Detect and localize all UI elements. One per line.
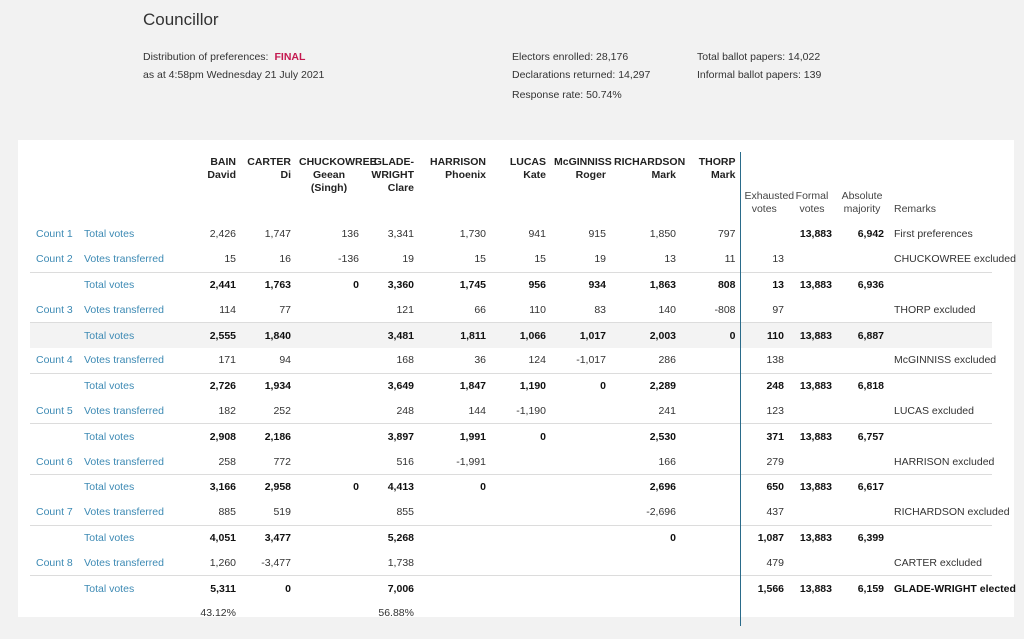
candidate-votes-cell <box>418 601 490 626</box>
exhausted-votes-cell: 279 <box>740 449 788 474</box>
candidate-votes-cell: -3,477 <box>261 556 291 569</box>
candidate-votes-cell: 15 <box>474 253 486 266</box>
absolute-majority-cell: 6,936 <box>836 272 888 297</box>
absolute-majority-cell <box>836 550 888 575</box>
formal-votes-cell: 13,883 <box>788 474 836 499</box>
remark-cell: LUCAS excluded <box>894 404 974 417</box>
candidate-votes-cell: 941 <box>528 228 546 241</box>
candidate-votes-cell <box>550 449 610 474</box>
table-row <box>30 601 992 626</box>
table-row <box>30 399 992 424</box>
row-type-link[interactable]: Total votes <box>80 323 190 348</box>
candidate-votes-cell: 3,360 <box>363 272 418 297</box>
candidate-votes-cell: 0 <box>295 272 363 297</box>
candidate-votes-cell: 0 <box>680 323 740 348</box>
candidate-votes-cell: 286 <box>658 354 676 367</box>
row-type-link <box>80 601 190 626</box>
final-badge: FINAL <box>274 51 306 63</box>
total-ballot-papers: Total ballot papers: 14,022 <box>697 51 821 63</box>
exhausted-votes-cell: 437 <box>740 500 788 525</box>
row-type-link[interactable]: Votes transferred <box>84 455 164 468</box>
candidate-votes-cell <box>680 399 740 424</box>
candidate-votes-cell: 15 <box>534 253 546 266</box>
exhausted-votes-cell: 97 <box>740 297 788 322</box>
candidate-votes-cell <box>680 348 740 373</box>
row-type-link[interactable]: Votes transferred <box>84 556 164 569</box>
candidate-votes-cell: 114 <box>219 303 236 316</box>
candidate-votes-cell <box>550 399 610 424</box>
candidate-votes-cell <box>418 550 490 575</box>
candidate-votes-cell: 3,481 <box>363 323 418 348</box>
absolute-majority-cell <box>836 449 888 474</box>
absolute-majority-header: Absolute majority <box>841 190 883 215</box>
candidate-votes-cell <box>490 500 550 525</box>
formal-votes-cell: 13,883 <box>788 525 836 550</box>
candidate-votes-cell: 15 <box>224 253 236 266</box>
candidate-votes-cell: 19 <box>402 253 414 266</box>
remark-cell <box>888 373 992 398</box>
table-row <box>30 500 992 525</box>
candidate-votes-cell: 808 <box>680 272 740 297</box>
candidate-votes-cell: 0 <box>418 474 490 499</box>
candidate-votes-cell: 1,738 <box>387 556 414 569</box>
absolute-majority-cell: 6,159 <box>836 576 888 601</box>
table-row <box>30 348 992 373</box>
distribution-table-body <box>30 222 1016 626</box>
candidate-votes-cell: 166 <box>658 455 676 468</box>
candidate-votes-cell: 772 <box>273 455 291 468</box>
candidate-votes-cell: 5,268 <box>363 525 418 550</box>
as-at-timestamp: as at 4:58pm Wednesday 21 July 2021 <box>143 69 325 81</box>
candidate-votes-cell <box>490 576 550 601</box>
table-row <box>30 297 992 322</box>
electors-enrolled: Electors enrolled: 28,176 <box>512 51 629 63</box>
candidate-votes-cell: 2,426 <box>209 228 236 241</box>
remark-cell <box>888 272 992 297</box>
candidate-votes-cell: 258 <box>218 455 236 468</box>
candidate-votes-cell: 0 <box>240 576 295 601</box>
candidate-votes-cell <box>295 399 363 424</box>
candidate-votes-cell: 1,847 <box>418 373 490 398</box>
candidate-votes-cell: 1,934 <box>240 373 295 398</box>
candidate-votes-cell <box>680 474 740 499</box>
formal-votes-cell <box>788 550 836 575</box>
candidate-votes-cell: 3,897 <box>363 424 418 449</box>
candidate-votes-cell: 2,958 <box>240 474 295 499</box>
candidate-votes-cell: 110 <box>529 303 546 316</box>
candidate-votes-cell: -136 <box>337 253 359 266</box>
candidate-votes-cell: -2,696 <box>646 506 676 519</box>
candidate-votes-cell: 0 <box>550 373 610 398</box>
absolute-majority-cell: 6,887 <box>836 323 888 348</box>
candidate-votes-cell: 56.88% <box>378 607 414 620</box>
remark-cell <box>888 525 992 550</box>
candidate-votes-cell: 1,811 <box>418 323 490 348</box>
formal-votes-cell: 13,883 <box>788 272 836 297</box>
candidate-votes-cell: 140 <box>658 303 676 316</box>
row-type-link[interactable]: Votes transferred <box>84 506 164 519</box>
count-link[interactable]: Count 3 <box>36 303 73 316</box>
candidate-header-thorp[interactable]: THORP Mark <box>698 156 736 181</box>
candidate-votes-cell: 0 <box>295 474 363 499</box>
candidate-votes-cell: 16 <box>279 253 291 266</box>
candidate-header-richardson[interactable]: RICHARDSON Mark <box>614 156 686 181</box>
table-row <box>30 323 992 348</box>
exhausted-votes-cell: 138 <box>740 348 788 373</box>
exhausted-votes-cell: 650 <box>740 474 788 499</box>
candidate-votes-cell <box>295 348 363 373</box>
candidate-votes-cell <box>550 601 610 626</box>
count-link[interactable]: Count 4 <box>36 354 73 367</box>
candidate-votes-cell: 2,441 <box>190 272 240 297</box>
candidate-header-lucas[interactable]: LUCAS Kate <box>509 156 546 181</box>
formal-votes-cell <box>788 297 836 322</box>
remark-cell: First preferences <box>894 228 973 241</box>
count-link[interactable]: Count 6 <box>36 455 73 468</box>
candidate-votes-cell: 168 <box>396 354 414 367</box>
count-link[interactable]: Count 2 <box>36 253 73 266</box>
candidate-votes-cell: 136 <box>341 228 359 241</box>
candidate-votes-cell <box>680 576 740 601</box>
candidate-votes-cell: 2,003 <box>610 323 680 348</box>
candidate-votes-cell <box>418 525 490 550</box>
formal-votes-cell: 13,883 <box>788 424 836 449</box>
exhausted-votes-cell: 13 <box>740 272 788 297</box>
table-row <box>30 576 992 601</box>
candidate-votes-cell <box>295 550 363 575</box>
formal-votes-cell: 13,883 <box>788 576 836 601</box>
count-link <box>30 601 80 626</box>
candidate-votes-cell <box>680 449 740 474</box>
candidate-votes-cell: 2,289 <box>610 373 680 398</box>
candidate-votes-cell: 1,730 <box>459 228 486 241</box>
row-type-link[interactable]: Total votes <box>84 228 135 241</box>
candidate-votes-cell <box>680 525 740 550</box>
formal-votes-header: Formal votes <box>795 190 829 215</box>
candidate-votes-cell: 1,190 <box>490 373 550 398</box>
remark-cell <box>888 424 992 449</box>
formal-votes-cell <box>788 247 836 272</box>
candidate-votes-cell: 956 <box>490 272 550 297</box>
candidate-votes-cell <box>295 576 363 601</box>
candidate-votes-cell: 3,649 <box>363 373 418 398</box>
remark-cell: GLADE-WRIGHT elected <box>888 576 992 601</box>
candidate-votes-cell: 1,745 <box>418 272 490 297</box>
absolute-majority-cell: 6,617 <box>836 474 888 499</box>
row-type-link[interactable]: Votes transferred <box>84 404 164 417</box>
candidate-votes-cell: 171 <box>218 354 236 367</box>
exhausted-votes-cell: 479 <box>740 550 788 575</box>
remark-cell <box>888 474 992 499</box>
row-type-link[interactable]: Votes transferred <box>84 354 164 367</box>
candidate-votes-cell <box>240 601 295 626</box>
remarks-header: Remarks <box>894 203 937 215</box>
exhausted-votes-cell: 13 <box>740 247 788 272</box>
table-row <box>30 373 992 398</box>
row-type-link[interactable]: Total votes <box>80 525 190 550</box>
candidate-votes-cell <box>680 373 740 398</box>
exhausted-votes-cell: 123 <box>740 399 788 424</box>
table-row <box>30 550 992 575</box>
row-type-link[interactable]: Total votes <box>80 474 190 499</box>
row-type-link[interactable]: Total votes <box>80 272 190 297</box>
exhausted-votes-cell: 1,566 <box>740 576 788 601</box>
type-header <box>80 152 190 222</box>
count-link <box>30 525 80 550</box>
response-rate: Response rate: 50.74% <box>512 89 622 101</box>
remark-cell <box>888 323 992 348</box>
declarations-returned: Declarations returned: 14,297 <box>512 69 651 81</box>
remark-cell: THORP excluded <box>894 303 976 316</box>
formal-votes-cell: 13,883 <box>788 323 836 348</box>
row-type-link[interactable]: Total votes <box>80 424 190 449</box>
formal-votes-cell <box>788 500 836 525</box>
candidate-votes-cell: 1,850 <box>649 228 676 241</box>
candidate-votes-cell: 2,908 <box>190 424 240 449</box>
distribution-label: Distribution of preferences: <box>143 51 269 63</box>
exhausted-votes-cell: 110 <box>740 323 788 348</box>
candidate-votes-cell <box>550 500 610 525</box>
candidate-votes-cell: -1,991 <box>456 455 486 468</box>
count-link[interactable]: Count 8 <box>36 556 73 569</box>
table-row <box>30 525 992 550</box>
distribution-table <box>30 152 1016 626</box>
remark-cell <box>888 601 992 626</box>
candidate-votes-cell <box>550 474 610 499</box>
candidate-votes-cell: 5,311 <box>190 576 240 601</box>
candidate-votes-cell: 83 <box>594 303 606 316</box>
candidate-votes-cell: 77 <box>279 303 291 316</box>
table-row <box>30 449 992 474</box>
candidate-votes-cell: 885 <box>218 506 236 519</box>
formal-votes-cell: 13,883 <box>799 228 832 241</box>
candidate-votes-cell <box>680 601 740 626</box>
candidate-votes-cell <box>295 297 363 322</box>
exhausted-votes-cell: 1,087 <box>740 525 788 550</box>
candidate-votes-cell: 66 <box>474 303 486 316</box>
table-row <box>30 222 992 247</box>
candidate-votes-cell <box>490 525 550 550</box>
candidate-votes-cell: 519 <box>273 506 291 519</box>
candidate-votes-cell: 2,530 <box>610 424 680 449</box>
candidate-votes-cell <box>490 601 550 626</box>
candidate-votes-cell: 1,991 <box>418 424 490 449</box>
candidate-votes-cell: 915 <box>588 228 606 241</box>
candidate-votes-cell: 1,017 <box>550 323 610 348</box>
candidate-votes-cell: 516 <box>396 455 414 468</box>
candidate-header-carter[interactable]: CARTER Di <box>247 156 291 181</box>
absolute-majority-cell <box>836 500 888 525</box>
candidate-votes-cell: 4,051 <box>190 525 240 550</box>
formal-votes-cell <box>788 399 836 424</box>
candidate-votes-cell: 241 <box>658 404 676 417</box>
absolute-majority-cell <box>836 399 888 424</box>
candidate-votes-cell: 797 <box>717 228 736 241</box>
candidate-votes-cell: 2,696 <box>610 474 680 499</box>
candidate-votes-cell: 43.12% <box>200 607 236 620</box>
candidate-votes-cell <box>490 474 550 499</box>
candidate-votes-cell <box>550 424 610 449</box>
informal-ballot-papers: Informal ballot papers: 139 <box>697 69 822 81</box>
absolute-majority-cell: 6,942 <box>857 228 884 241</box>
formal-votes-cell <box>788 601 836 626</box>
candidate-votes-cell <box>550 550 610 575</box>
candidate-votes-cell: 121 <box>396 303 414 316</box>
count-link <box>30 323 80 348</box>
row-type-link[interactable]: Votes transferred <box>84 303 164 316</box>
remark-cell: CHUCKOWREE excluded <box>894 253 1016 266</box>
count-link <box>30 576 80 601</box>
candidate-votes-cell <box>490 449 550 474</box>
count-link[interactable]: Count 1 <box>36 228 73 241</box>
candidate-votes-cell: 1,066 <box>490 323 550 348</box>
candidate-votes-cell: 0 <box>610 525 680 550</box>
candidate-votes-cell <box>418 576 490 601</box>
remark-cell: McGINNISS excluded <box>894 354 997 367</box>
count-link[interactable]: Count 7 <box>36 506 73 519</box>
table-row <box>30 424 992 449</box>
candidate-votes-cell: 11 <box>724 253 736 266</box>
candidate-votes-cell: 934 <box>550 272 610 297</box>
table-header-row <box>30 152 992 222</box>
candidate-votes-cell <box>680 424 740 449</box>
candidate-votes-cell: 7,006 <box>363 576 418 601</box>
candidate-header-bain[interactable]: BAIN David <box>207 156 236 181</box>
candidate-votes-cell <box>295 323 363 348</box>
candidate-votes-cell <box>295 601 363 626</box>
candidate-votes-cell <box>295 424 363 449</box>
candidate-votes-cell <box>295 449 363 474</box>
candidate-votes-cell: 3,341 <box>387 228 414 241</box>
candidate-header-harrison[interactable]: HARRISON Phoenix <box>429 156 486 181</box>
formal-votes-cell: 13,883 <box>788 373 836 398</box>
count-link <box>30 424 80 449</box>
candidate-votes-cell: 182 <box>218 404 236 417</box>
page-title: Councillor <box>143 10 219 29</box>
candidate-votes-cell: 124 <box>528 354 546 367</box>
candidate-header-chuckowree[interactable]: CHUCKOWREE Geean (Singh) <box>299 156 377 194</box>
row-type-link[interactable]: Total votes <box>80 373 190 398</box>
candidate-votes-cell <box>550 576 610 601</box>
absolute-majority-cell: 6,818 <box>836 373 888 398</box>
results-header <box>0 0 1024 140</box>
candidate-votes-cell: 0 <box>490 424 550 449</box>
distribution-panel <box>18 140 1016 620</box>
row-type-link[interactable]: Total votes <box>80 576 190 601</box>
remark-cell: CARTER excluded <box>894 556 982 569</box>
candidate-votes-cell <box>295 500 363 525</box>
table-row <box>30 272 992 297</box>
candidate-votes-cell <box>418 500 490 525</box>
count-link <box>30 474 80 499</box>
count-link[interactable]: Count 5 <box>36 404 73 417</box>
candidate-votes-cell: 252 <box>273 404 291 417</box>
candidate-votes-cell: 1,747 <box>264 228 291 241</box>
candidate-votes-cell: 1,763 <box>240 272 295 297</box>
candidate-votes-cell: -1,190 <box>516 404 546 417</box>
candidate-votes-cell: 94 <box>279 354 291 367</box>
formal-votes-cell <box>788 348 836 373</box>
candidate-votes-cell: -1,017 <box>576 354 606 367</box>
table-row <box>30 247 992 272</box>
candidate-votes-cell <box>295 525 363 550</box>
candidate-votes-cell: 13 <box>664 253 676 266</box>
candidate-votes-cell: 1,863 <box>610 272 680 297</box>
exhausted-votes-cell: 248 <box>740 373 788 398</box>
candidate-votes-cell <box>295 373 363 398</box>
table-row <box>30 474 992 499</box>
candidate-header-glade-wright[interactable]: GLADE- WRIGHT Clare <box>371 156 414 194</box>
exhausted-votes-cell <box>740 601 788 626</box>
absolute-majority-cell <box>836 348 888 373</box>
candidate-votes-cell: 3,166 <box>190 474 240 499</box>
count-header <box>30 152 80 222</box>
candidate-votes-cell: 3,477 <box>240 525 295 550</box>
candidate-header-mcginniss[interactable]: McGINNISS Roger <box>554 156 612 181</box>
candidate-votes-cell: 1,840 <box>240 323 295 348</box>
candidate-votes-cell: 2,555 <box>190 323 240 348</box>
candidate-votes-cell <box>610 550 680 575</box>
absolute-majority-cell <box>836 247 888 272</box>
exhausted-votes-cell: 371 <box>740 424 788 449</box>
absolute-majority-cell <box>836 601 888 626</box>
candidate-votes-cell: 1,260 <box>209 556 236 569</box>
candidate-votes-cell <box>610 576 680 601</box>
distribution-status <box>143 51 305 63</box>
candidate-votes-cell: 2,726 <box>190 373 240 398</box>
absolute-majority-cell: 6,399 <box>836 525 888 550</box>
candidate-votes-cell: 2,186 <box>240 424 295 449</box>
candidate-votes-cell: 248 <box>396 404 414 417</box>
remark-cell: RICHARDSON excluded <box>894 506 1010 519</box>
row-type-link[interactable]: Votes transferred <box>84 253 164 266</box>
candidate-votes-cell: 4,413 <box>363 474 418 499</box>
exhausted-votes-cell <box>740 222 788 247</box>
count-link <box>30 373 80 398</box>
candidate-votes-cell: 144 <box>468 404 486 417</box>
candidate-votes-cell <box>680 550 740 575</box>
exhausted-votes-header: Exhausted votes <box>740 152 788 222</box>
candidate-votes-cell <box>490 550 550 575</box>
candidate-votes-cell: 36 <box>474 354 486 367</box>
absolute-majority-cell <box>836 297 888 322</box>
count-link <box>30 272 80 297</box>
candidate-votes-cell: 19 <box>594 253 606 266</box>
absolute-majority-cell: 6,757 <box>836 424 888 449</box>
candidate-votes-cell <box>610 601 680 626</box>
remark-cell: HARRISON excluded <box>894 455 995 468</box>
candidate-votes-cell: -808 <box>714 303 736 316</box>
candidate-votes-cell: 855 <box>396 506 414 519</box>
candidate-votes-cell <box>680 500 740 525</box>
formal-votes-cell <box>788 449 836 474</box>
candidate-votes-cell <box>550 525 610 550</box>
